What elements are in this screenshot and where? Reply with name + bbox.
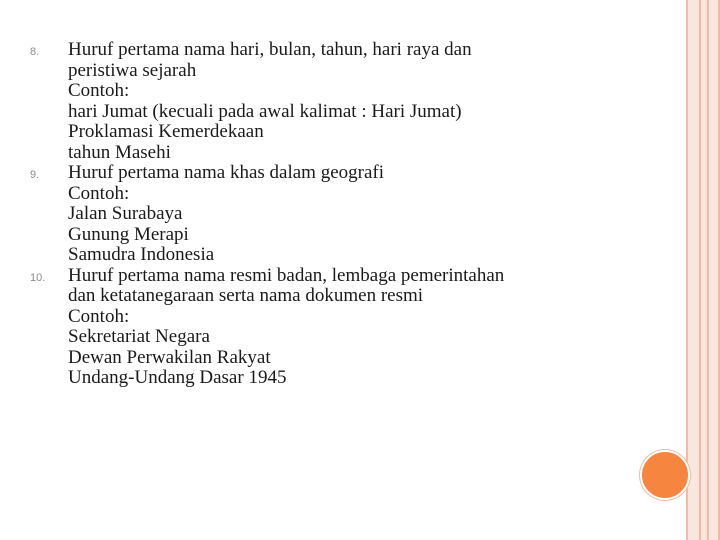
text-line: dan ketatanegaraan serta nama dokumen resmi <box>68 285 424 306</box>
decorative-orange-circle <box>640 450 690 500</box>
text-line: Undang-Undang Dasar 1945 <box>68 367 287 388</box>
list-item-8 <box>30 40 630 163</box>
text-line: peristiwa sejarah <box>68 59 197 81</box>
list-number: 9. <box>30 169 40 181</box>
text-line: hari Jumat (kecuali pada awal kalimat : Hari Jumat) <box>68 100 462 122</box>
list-item-text <box>68 266 630 389</box>
numbered-list <box>30 40 630 389</box>
text-line: Proklamasi Kemerdekaan <box>68 121 264 142</box>
list-item-text <box>68 40 630 163</box>
decorative-side-band <box>688 0 720 540</box>
text-line: Contoh: <box>68 305 130 327</box>
decorative-side-line <box>686 0 688 540</box>
text-line: Jalan Surabaya <box>68 203 183 224</box>
text-line: Contoh: <box>68 182 130 204</box>
text-line: Dewan Perwakilan Rakyat <box>68 346 271 368</box>
list-number: 8. <box>30 46 40 58</box>
list-item-9 <box>30 163 630 266</box>
text-line: Samudra Indonesia <box>68 244 215 265</box>
text-line: Huruf pertama nama resmi badan, lembaga pemerintahan <box>68 264 505 286</box>
list-item-text <box>68 163 630 266</box>
list-item-10 <box>30 266 630 389</box>
decorative-side-line <box>707 0 709 540</box>
text-line: Huruf pertama nama hari, bulan, tahun, hari raya dan <box>68 39 472 60</box>
text-line: Sekretariat Negara <box>68 326 210 347</box>
list-number: 10. <box>30 271 46 284</box>
text-line: Gunung Merapi <box>68 223 189 245</box>
text-line: Contoh: <box>68 80 130 101</box>
decorative-side-line <box>699 0 701 540</box>
text-line: Huruf pertama nama khas dalam geografi <box>68 162 385 183</box>
text-line: tahun Masehi <box>68 141 171 163</box>
